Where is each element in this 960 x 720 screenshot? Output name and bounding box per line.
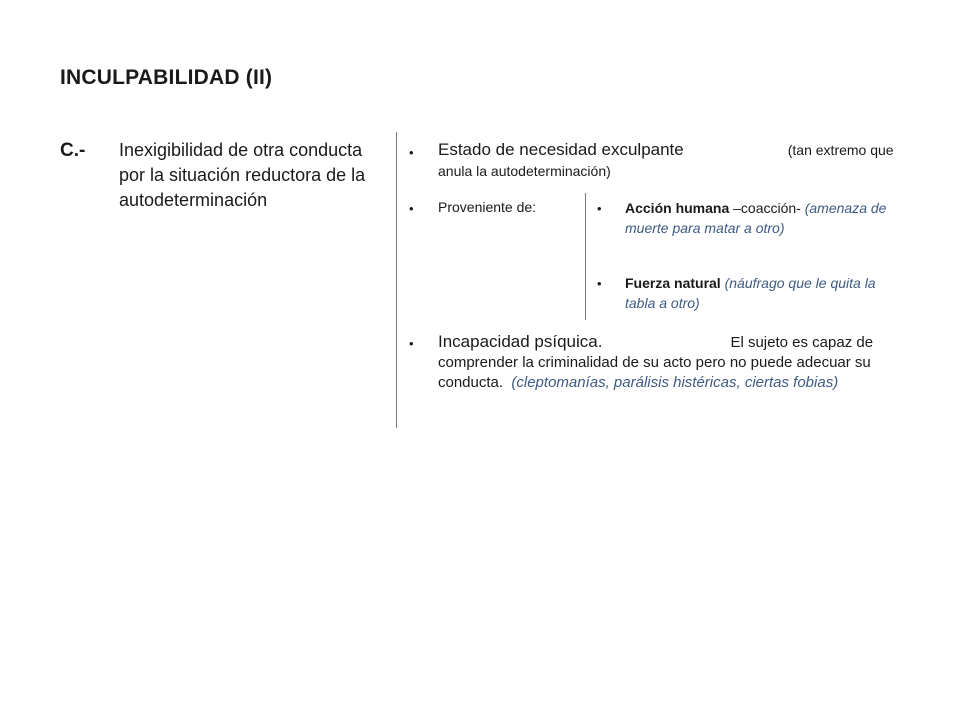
bullet-estado: • — [409, 145, 414, 160]
incapacidad-text-rest: capaz de comprender la criminalidad de su acto pero no puede adecuar su conducta. — [438, 334, 874, 391]
sub-divider — [585, 193, 586, 320]
accion-humana-example: (amenaza de muerte para matar a otro) — [625, 200, 887, 236]
bullet-accion-humana: • — [597, 201, 602, 216]
accion-humana-bold: Acción humana — [625, 200, 730, 216]
item-incapacidad-psiquica — [438, 332, 918, 393]
fuerza-natural-bold: Fuerza natural — [625, 275, 721, 291]
incapacidad-example: (cleptomanías, parálisis histéricas, ciertas fobias) — [511, 374, 839, 391]
subitem-fuerza-natural — [625, 273, 895, 313]
incapacidad-text-first: El sujeto es — [730, 334, 808, 351]
subitem-accion-humana — [625, 198, 895, 238]
proveniente-label: Proveniente de: — [438, 199, 537, 215]
estado-main-text: Estado de necesidad exculpante — [438, 140, 684, 159]
item-estado-necesidad — [438, 140, 898, 182]
incapacidad-main-text: Incapacidad psíquica. — [438, 332, 603, 351]
bullet-incapacidad: • — [409, 336, 414, 351]
bullet-proveniente: • — [409, 201, 414, 216]
fuerza-natural-example: (náufrago que le quita la tabla a otro) — [625, 275, 876, 311]
bullet-fuerza-natural: • — [597, 276, 602, 291]
main-divider — [396, 132, 397, 428]
section-heading: Inexigibilidad de otra conducta por la situación reductora de la autodeterminación — [119, 140, 366, 210]
accion-humana-rest: –coacción- — [729, 200, 801, 216]
section-label: C.- — [60, 140, 86, 161]
slide-title: INCULPABILIDAD (II) — [60, 66, 273, 89]
estado-note-text: (tan extremo que anula la autodeterminación) — [438, 142, 894, 179]
